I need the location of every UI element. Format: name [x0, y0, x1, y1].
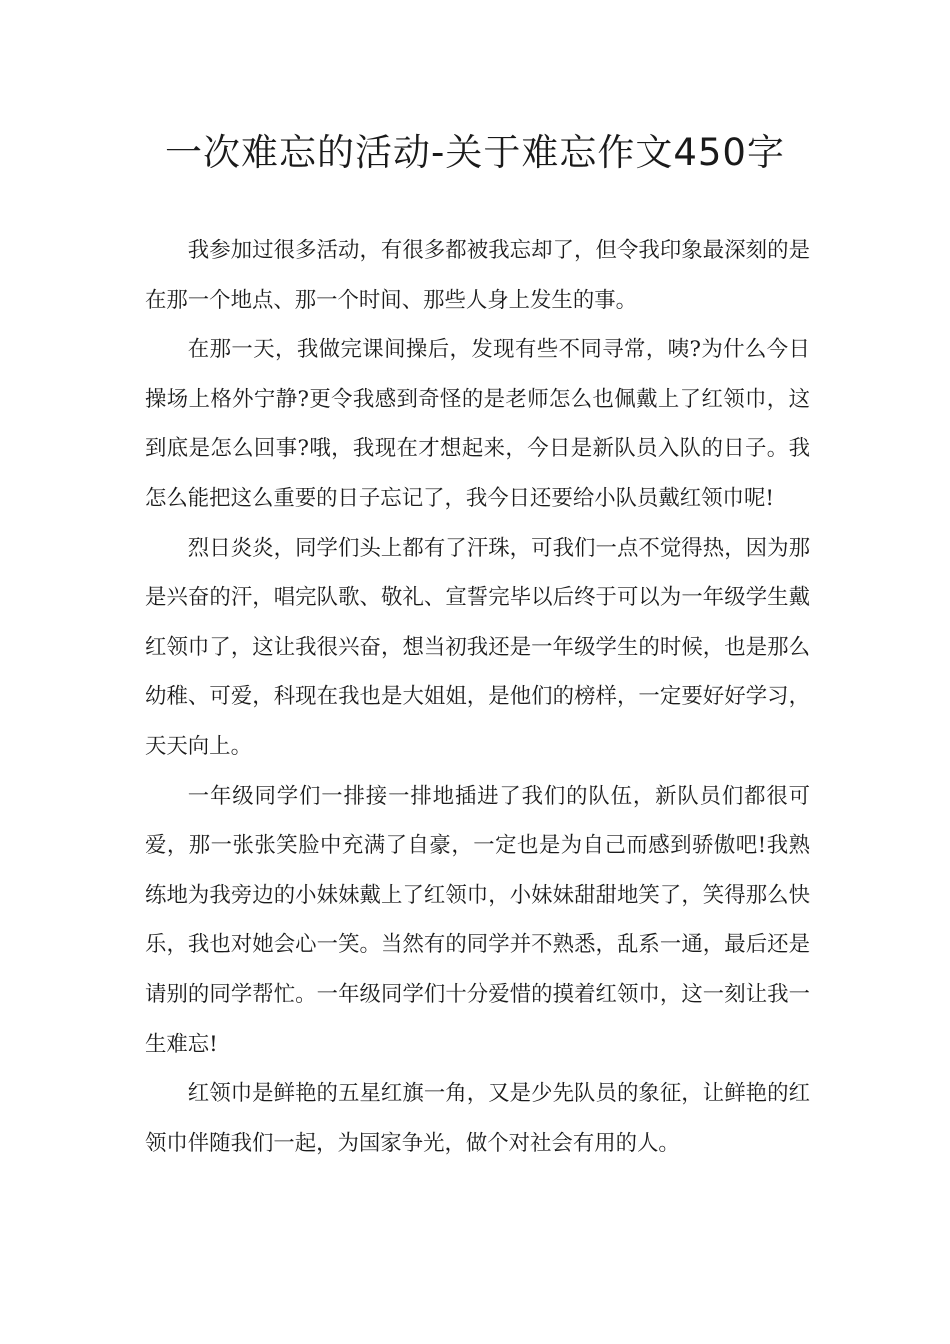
paragraph-2: 在那一天，我做完课间操后，发现有些不同寻常，咦?为什么今日操场上格外宁静?更令我感到奇怪的是老师怎么也佩戴上了红领巾，这到底是怎么回事?哦，我现在才想起来，今日是新队员入队的日子。我怎么能把这么重要的日子忘记了，我今日还要给小队员戴红领巾呢! [145, 337, 810, 511]
paragraph-5: 红领巾是鲜艳的五星红旗一角，又是少先队员的象征，让鲜艳的红领巾伴随我们一起，为国家争光，做个对社会有用的人。 [145, 1081, 810, 1156]
paragraph-1: 我参加过很多活动，有很多都被我忘却了，但令我印象最深刻的是在那一个地点、那一个时间、那些人身上发生的事。 [145, 238, 810, 313]
paragraph-4: 一年级同学们一排接一排地插进了我们的队伍，新队员们都很可爱，那一张张笑脸中充满了自豪，一定也是为自己而感到骄傲吧!我熟练地为我旁边的小妹妹戴上了红领巾，小妹妹甜甜地笑了，笑得那么快乐，我也对她会心一笑。当然有的同学并不熟悉，乱系一通，最后还是请别的同学帮忙。一年级同学们十分爱惜的摸着红领巾，这一刻让我一生难忘! [145, 783, 810, 1057]
document-body [145, 226, 810, 1168]
paragraph-3: 烈日炎炎，同学们头上都有了汗珠，可我们一点不觉得热，因为那是兴奋的汗，唱完队歌、敬礼、宣誓完毕以后终于可以为一年级学生戴红领巾了，这让我很兴奋，想当初我还是一年级学生的时候，也是那么幼稚、可爱，科现在我也是大姐姐，是他们的榜样，一定要好好学习，天天向上。 [145, 535, 810, 759]
document-title: 一次难忘的活动-关于难忘作文450字 [165, 131, 785, 174]
